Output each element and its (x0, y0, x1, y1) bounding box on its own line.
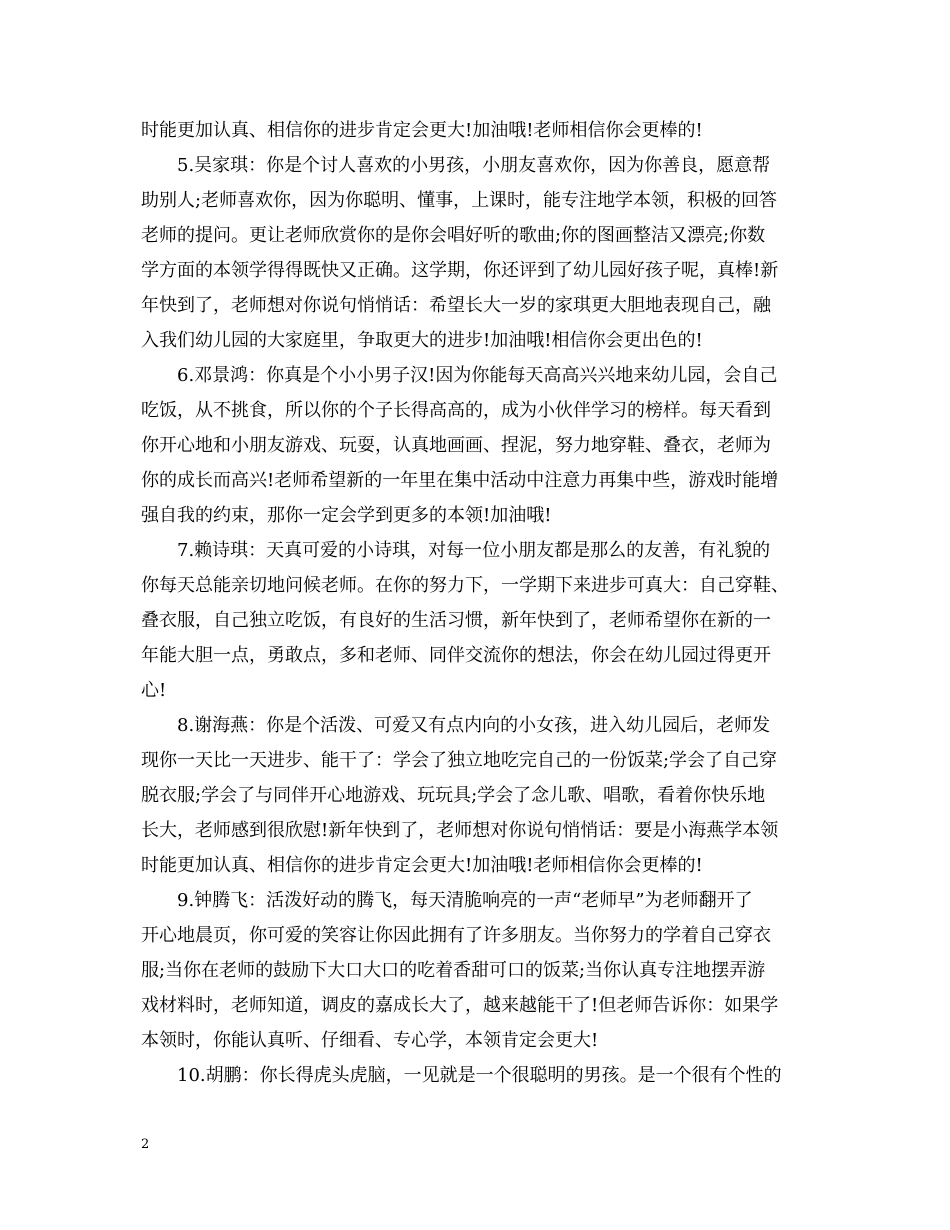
paragraph-zhong-tengfei (141, 883, 809, 1058)
paragraph-hu-peng (141, 1058, 809, 1093)
text-line: 年快到了，老师想对你说句悄悄话：希望长大一岁的家琪更大胆地表现自己，融 (141, 295, 771, 316)
page-number: 2 (141, 1137, 150, 1152)
text-line: 你开心地和小朋友游戏、玩耍，认真地画画、捏泥，努力地穿鞋、叠衣，老师为 (141, 435, 771, 456)
text-line: 年能大胆一点，勇敢点，多和老师、同伴交流你的想法，你会在幼儿园过得更开 (141, 645, 771, 666)
text-line: 现你一天比一天进步、能干了：学会了独立地吃完自己的一份饭菜;学会了自己穿 (141, 750, 778, 771)
paragraph-deng-jinghong (141, 358, 809, 533)
paragraph-wu-jiaqi (141, 148, 809, 358)
text-line: 入我们幼儿园的大家庭里，争取更大的进步!加油哦!相信你会更出色的! (141, 330, 703, 351)
paragraph-lai-shiqi (141, 533, 809, 708)
text-line: 时能更加认真、相信你的进步肯定会更大!加油哦!老师相信你会更棒的! (141, 855, 703, 876)
text-line: 戏材料时，老师知道，调皮的嘉成长大了，越来越能干了!但老师告诉你：如果学 (141, 995, 779, 1016)
text-line: 心! (141, 680, 167, 701)
paragraph-continuation (141, 113, 809, 148)
text-line: 脱衣服;学会了与同伴开心地游戏、玩玩具;学会了念儿歌、唱歌，看着你快乐地 (141, 785, 766, 806)
text-line: 叠衣服，自己独立吃饭，有良好的生活习惯，新年快到了，老师希望你在新的一 (141, 610, 771, 631)
text-line: 你的成长而高兴!老师希望新的一年里在集中活动中注意力再集中些，游戏时能增 (141, 470, 779, 491)
text-line: 强自我的约束，那你一定会学到更多的本领!加油哦! (141, 505, 552, 526)
text-line: 你每天总能亲切地问候老师。在你的努力下，一学期下来进步可真大：自己穿鞋、 (141, 575, 789, 596)
text-line: 助别人;老师喜欢你，因为你聪明、懂事，上课时，能专注地学本领，积极的回答 (141, 190, 778, 211)
text-line: 9.钟腾飞：活泼好动的腾飞，每天清脆响亮的一声“老师早”为老师翻开了 (177, 890, 753, 911)
text-line: 时能更加认真、相信你的进步肯定会更大!加油哦!老师相信你会更棒的! (141, 120, 703, 141)
text-line: 10.胡鹏：你长得虎头虎脑，一见就是一个很聪明的男孩。是一个很有个性的 (177, 1065, 782, 1086)
text-line: 5.吴家琪：你是个讨人喜欢的小男孩，小朋友喜欢你，因为你善良，愿意帮 (177, 155, 771, 176)
text-line: 6.邓景鸿：你真是个小小男子汉!因为你能每天高高兴兴地来幼儿园，会自己 (177, 365, 778, 386)
text-line: 学方面的本领学得得既快又正确。这学期，你还评到了幼儿园好孩子呢，真棒!新 (141, 260, 779, 281)
paragraph-xie-haiyan (141, 708, 809, 883)
text-line: 老师的提问。更让老师欣赏你的是你会唱好听的歌曲;你的图画整洁又漂亮;你数 (141, 225, 766, 246)
text-line: 开心地晨页，你可爱的笑容让你因此拥有了许多朋友。当你努力的学着自己穿衣 (141, 925, 771, 946)
text-line: 服;当你在老师的鼓励下大口大口的吃着香甜可口的饭菜;当你认真专注地摆弄游 (141, 960, 766, 981)
text-line: 8.谢海燕：你是个活泼、可爱又有点内向的小女孩，进入幼儿园后，老师发 (177, 715, 771, 736)
document-body (141, 113, 809, 1093)
text-line: 7.赖诗琪：天真可爱的小诗琪，对每一位小朋友都是那么的友善，有礼貌的 (177, 540, 771, 561)
text-line: 本领时，你能认真听、仔细看、专心学，本领肯定会更大! (141, 1030, 599, 1051)
text-line: 吃饭，从不挑食，所以你的个子长得高高的，成为小伙伴学习的榜样。每天看到 (141, 400, 771, 421)
text-line: 长大，老师感到很欣慰!新年快到了，老师想对你说句悄悄话：要是小海燕学本领 (141, 820, 779, 841)
